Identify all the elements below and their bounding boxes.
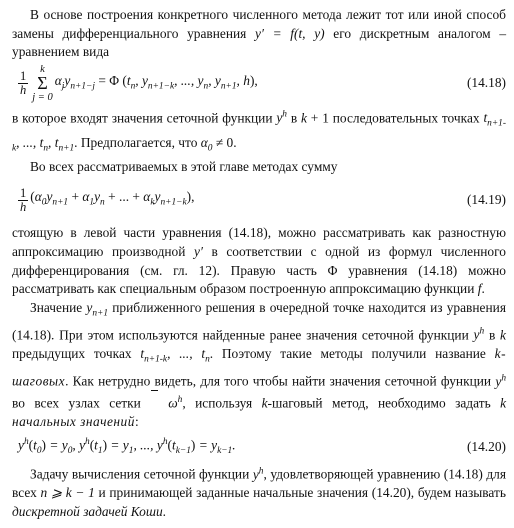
paragraph-intro	[12, 6, 506, 62]
document-page	[12, 6, 506, 521]
equation-body: ($\alpha_0y_{n+1} + \alpha_1y_n$ + ... + $\alpha_ky_{n+1-k}$),	[30, 189, 195, 208]
equation-number: (14.18)	[466, 75, 506, 91]
paragraph-cauchy: Задачу вычисления сеточной функции $y^h$, удовлетворяющей уравнению (14.18) для всех n ⩾ k − 1 и принимающей заданные начальные значения (14.20), будем называть дискретной задачей Коши.	[12, 466, 506, 519]
paragraph-grid-points: в которое входят значения сеточной функции $y^h$ в k + 1 последовательных точках $t_{n+1-k}$, ..., $t_n$, $t_{n+1}$. Предполагается, что $\alpha_0 \ne 0$.	[12, 109, 506, 154]
summation: k Σ j = 0	[32, 64, 53, 104]
ode-equation: y′ = f(t, y)	[255, 25, 325, 41]
grid-symbol: $\omega^h$	[150, 391, 182, 413]
equation-body: $y^h(t_0) = y_0$, $y^h(t_1) = y_1$, ..., $y^h(t_{k-1}) = y_{k-1}$.	[18, 437, 236, 457]
fraction: $\frac{1}{h}$	[20, 185, 27, 214]
equation-14-20	[18, 432, 506, 462]
term-k-step: k-шаговых	[12, 346, 507, 389]
paragraph-sum-intro: Во всех рассматриваемых в этой главе методах сумму	[30, 158, 338, 174]
equation-number: (14.19)	[466, 192, 506, 208]
equation-14-18	[18, 62, 506, 106]
equation-number: (14.20)	[466, 438, 506, 454]
grid-function: $y^h$	[276, 109, 287, 126]
points-list: $t_{n+1-k}$, ..., $t_n$, $t_{n+1}$	[12, 110, 506, 154]
term-initial-values: начальных значений	[12, 414, 135, 430]
text-run: В основе построения конкретного численного метода лежит тот или иной способ замены дифференциального уравнения	[12, 7, 506, 41]
equation-body: $\alpha_jy_{n+1-j} = \Phi$ ($t_n$, $y_{n+1-k}$, ..., $y_n$, $y_{n+1}$, h),	[54, 72, 258, 92]
fraction: $\frac{1}{h}$	[20, 69, 27, 98]
paragraph-approximation: стоящую в левой части уравнения (14.18), можно рассматривать как разностную аппроксимацию производной y′ в соответствии с одной из формул численного дифференцирования (см. гл. 12). Правую часть Φ уравнения (14.18) можно рассматривать как специальным образом построенную аппроксимацию функции f.	[12, 225, 506, 297]
term-discrete-cauchy: дискретной задачей Коши	[12, 503, 163, 519]
equation-14-19	[18, 176, 506, 224]
paragraph-k-step: Значение $y_{n+1}$ приближенного решения в очередной точке находится из уравнения (14.18). При этом используются найденные ранее значения сеточной функции $y^h$ в k предыдущих точках $t_{n+1-k}$, ..., $t_n$. Поэтому такие методы получили название k-шаговых. Как нетрудно видеть, для того чтобы найти значения сеточной функции $y^h$ во всех узлах сетки $\omega^h$, используя k-шаговый метод, необходимо задать k начальных значений:	[12, 299, 507, 430]
text-run: его дискретным аналогом – уравнением вида	[12, 25, 507, 60]
